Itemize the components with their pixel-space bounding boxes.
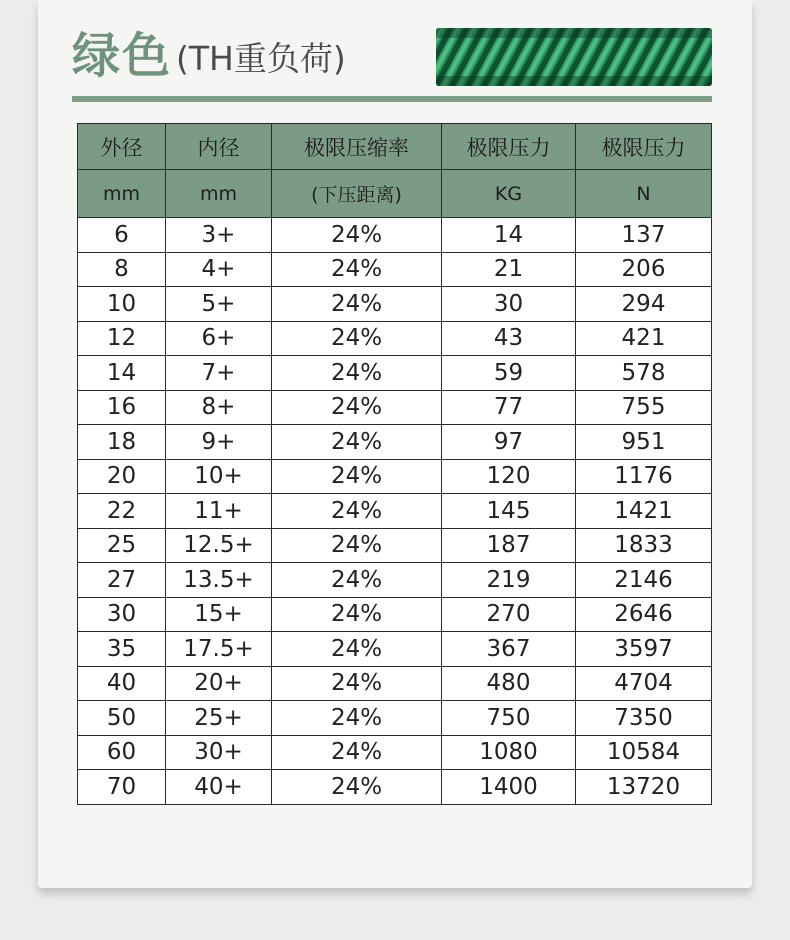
spring-spec-table [77, 123, 712, 805]
cell-compression: 24% [272, 597, 442, 632]
cell-inner-diameter: 30+ [166, 735, 272, 770]
cell-pressure-kg: 77 [442, 390, 576, 425]
cell-inner-diameter: 17.5+ [166, 632, 272, 667]
cell-inner-diameter: 4+ [166, 252, 272, 287]
cell-compression: 24% [272, 632, 442, 667]
cell-inner-diameter: 11+ [166, 494, 272, 529]
table-header [78, 124, 712, 218]
page-title: 绿色 [72, 28, 173, 84]
table-body [78, 218, 712, 805]
cell-inner-diameter: 40+ [166, 770, 272, 805]
cell-outer-diameter: 22 [78, 494, 166, 529]
cell-pressure-n: 1176 [576, 459, 712, 494]
cell-pressure-kg: 750 [442, 701, 576, 736]
table-row [78, 632, 712, 667]
cell-pressure-kg: 367 [442, 632, 576, 667]
cell-inner-diameter: 15+ [166, 597, 272, 632]
cell-pressure-n: 1833 [576, 528, 712, 563]
table-row [78, 666, 712, 701]
header-outer-diameter: 外径 [78, 124, 166, 170]
cell-outer-diameter: 18 [78, 425, 166, 460]
cell-outer-diameter: 20 [78, 459, 166, 494]
unit-inner-diameter: mm [166, 170, 272, 218]
header-divider [72, 96, 712, 102]
unit-max-pressure-kg: KG [442, 170, 576, 218]
page-subtitle: (TH重负荷) [176, 39, 346, 78]
cell-pressure-n: 3597 [576, 632, 712, 667]
table-row [78, 459, 712, 494]
cell-pressure-n: 421 [576, 321, 712, 356]
header-row [78, 124, 712, 170]
cell-outer-diameter: 35 [78, 632, 166, 667]
cell-outer-diameter: 70 [78, 770, 166, 805]
cell-outer-diameter: 12 [78, 321, 166, 356]
cell-outer-diameter: 16 [78, 390, 166, 425]
cell-inner-diameter: 9+ [166, 425, 272, 460]
header-max-pressure-n: 极限压力 [576, 124, 712, 170]
cell-inner-diameter: 25+ [166, 701, 272, 736]
cell-compression: 24% [272, 287, 442, 322]
cell-pressure-kg: 120 [442, 459, 576, 494]
cell-pressure-n: 10584 [576, 735, 712, 770]
cell-pressure-kg: 219 [442, 563, 576, 598]
table-row [78, 252, 712, 287]
cell-outer-diameter: 60 [78, 735, 166, 770]
cell-pressure-n: 206 [576, 252, 712, 287]
cell-pressure-n: 4704 [576, 666, 712, 701]
cell-compression: 24% [272, 770, 442, 805]
cell-pressure-kg: 1400 [442, 770, 576, 805]
cell-compression: 24% [272, 459, 442, 494]
table-row [78, 770, 712, 805]
green-spring-image [436, 28, 712, 86]
cell-pressure-kg: 480 [442, 666, 576, 701]
cell-outer-diameter: 25 [78, 528, 166, 563]
cell-inner-diameter: 20+ [166, 666, 272, 701]
cell-pressure-n: 755 [576, 390, 712, 425]
table-row [78, 287, 712, 322]
table-row [78, 425, 712, 460]
cell-outer-diameter: 27 [78, 563, 166, 598]
cell-inner-diameter: 13.5+ [166, 563, 272, 598]
cell-pressure-n: 137 [576, 218, 712, 253]
cell-pressure-kg: 14 [442, 218, 576, 253]
cell-inner-diameter: 12.5+ [166, 528, 272, 563]
cell-pressure-n: 7350 [576, 701, 712, 736]
cell-inner-diameter: 10+ [166, 459, 272, 494]
cell-outer-diameter: 8 [78, 252, 166, 287]
unit-max-compression: (下压距离) [272, 170, 442, 218]
table-row [78, 218, 712, 253]
cell-inner-diameter: 3+ [166, 218, 272, 253]
units-row [78, 170, 712, 218]
cell-pressure-n: 13720 [576, 770, 712, 805]
cell-compression: 24% [272, 735, 442, 770]
page-header [72, 18, 712, 98]
cell-inner-diameter: 8+ [166, 390, 272, 425]
cell-outer-diameter: 10 [78, 287, 166, 322]
cell-compression: 24% [272, 666, 442, 701]
cell-pressure-kg: 145 [442, 494, 576, 529]
cell-pressure-n: 2146 [576, 563, 712, 598]
cell-compression: 24% [272, 218, 442, 253]
cell-pressure-kg: 1080 [442, 735, 576, 770]
cell-pressure-kg: 43 [442, 321, 576, 356]
header-max-compression: 极限压缩率 [272, 124, 442, 170]
cell-pressure-kg: 97 [442, 425, 576, 460]
cell-pressure-kg: 30 [442, 287, 576, 322]
table-row [78, 563, 712, 598]
cell-compression: 24% [272, 701, 442, 736]
table-row [78, 528, 712, 563]
cell-outer-diameter: 14 [78, 356, 166, 391]
cell-pressure-n: 2646 [576, 597, 712, 632]
cell-inner-diameter: 6+ [166, 321, 272, 356]
cell-compression: 24% [272, 494, 442, 529]
cell-inner-diameter: 5+ [166, 287, 272, 322]
cell-pressure-n: 578 [576, 356, 712, 391]
table-row [78, 735, 712, 770]
cell-compression: 24% [272, 563, 442, 598]
cell-outer-diameter: 50 [78, 701, 166, 736]
cell-inner-diameter: 7+ [166, 356, 272, 391]
cell-compression: 24% [272, 356, 442, 391]
header-inner-diameter: 内径 [166, 124, 272, 170]
unit-max-pressure-n: N [576, 170, 712, 218]
cell-outer-diameter: 40 [78, 666, 166, 701]
header-max-pressure-kg: 极限压力 [442, 124, 576, 170]
spring-illustration [436, 28, 712, 86]
cell-pressure-n: 294 [576, 287, 712, 322]
table-row [78, 356, 712, 391]
table-row [78, 597, 712, 632]
unit-outer-diameter: mm [78, 170, 166, 218]
cell-compression: 24% [272, 528, 442, 563]
cell-outer-diameter: 30 [78, 597, 166, 632]
cell-pressure-n: 951 [576, 425, 712, 460]
table-row [78, 321, 712, 356]
cell-pressure-kg: 187 [442, 528, 576, 563]
cell-pressure-n: 1421 [576, 494, 712, 529]
cell-compression: 24% [272, 425, 442, 460]
cell-pressure-kg: 21 [442, 252, 576, 287]
table-row [78, 390, 712, 425]
cell-pressure-kg: 270 [442, 597, 576, 632]
cell-pressure-kg: 59 [442, 356, 576, 391]
cell-outer-diameter: 6 [78, 218, 166, 253]
cell-compression: 24% [272, 390, 442, 425]
table-row [78, 701, 712, 736]
table-row [78, 494, 712, 529]
cell-compression: 24% [272, 252, 442, 287]
cell-compression: 24% [272, 321, 442, 356]
